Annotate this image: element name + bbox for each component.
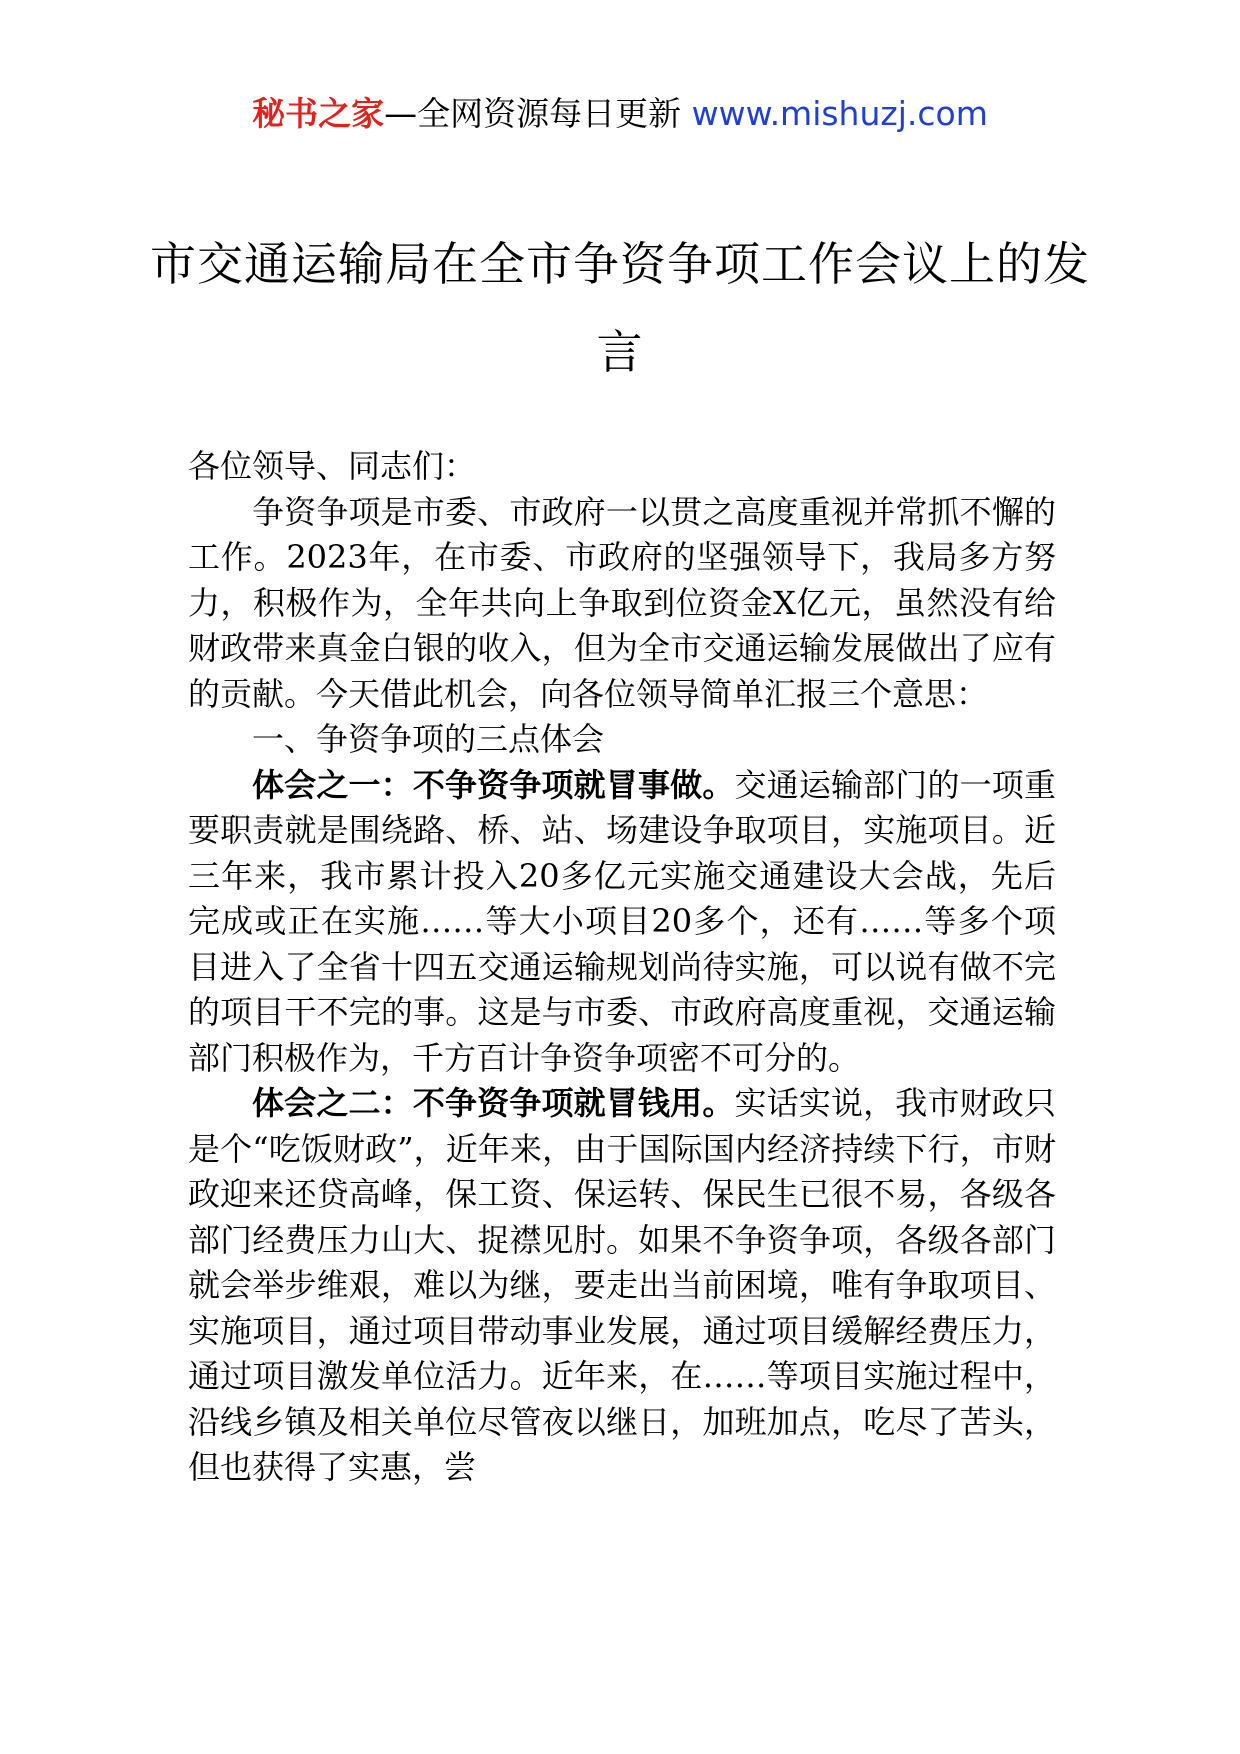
point-2-text: 实话实说，我市财政只是个“吃饭财政”，近年来，由于国际国内经济持续下行，市财政迎来还贷高峰，保工资、保运转、保民生已很不易，各级各部门经费压力山大、捉襟见肘。如果不争资争项，各级各部门就会举步维艰，难以为继，要走出当前困境，唯有争取项目、实施项目，通过项目带动事业发展，通过项目缓解经费压力，通过项目激发单位活力。近年来，在……等项目实施过程中，沿线乡镇及相关单位尽管夜以继日，加班加点，吃尽了苦头，但也获得了实惠，尝 bbox=[188, 1084, 1056, 1486]
site-slogan: —全网资源每日更新 bbox=[384, 94, 692, 133]
point-1-lead: 体会之一：不争资争项就冒事做。 bbox=[252, 765, 735, 804]
intro-paragraph: 争资争项是市委、市政府一以贯之高度重视并常抓不懈的工作。2023年，在市委、市政府的坚强领导下，我局多方努力，积极作为，全年共向上争取到位资金X亿元，虽然没有给财政带来真金白银的收入，但为全市交通运输发展做出了应有的贡献。今天借此机会，向各位领导简单汇报三个意思： bbox=[188, 492, 1056, 713]
site-header bbox=[0, 92, 1240, 136]
document-body bbox=[188, 444, 1056, 1491]
section-heading-1: 一、争资争项的三点体会 bbox=[252, 720, 605, 758]
site-url-link[interactable]: www.mishuzj.com bbox=[691, 94, 988, 133]
point-2-paragraph bbox=[188, 1081, 1056, 1491]
site-brand: 秘书之家 bbox=[252, 94, 385, 133]
point-1-text: 交通运输部门的一项重要职责就是围绕路、桥、站、场建设争取项目，实施项目。近三年来，我市累计投入20多亿元实施交通建设大会战，先后完成或正在实施……等大小项目20多个，还有……等多个项目进入了全省十四五交通运输规划尚待实施，可以说有做不完的项目干不完的事。这是与市委、市政府高度重视，交通运输部门积极作为，千方百计争资争项密不可分的。 bbox=[188, 765, 1056, 1077]
point-1-paragraph bbox=[188, 763, 1056, 1082]
document-title: 市交通运输局在全市争资争项工作会议上的发言 bbox=[150, 237, 1090, 379]
point-2-lead: 体会之二：不争资争项就冒钱用。 bbox=[252, 1084, 735, 1122]
salutation: 各位领导、同志们： bbox=[188, 447, 477, 485]
